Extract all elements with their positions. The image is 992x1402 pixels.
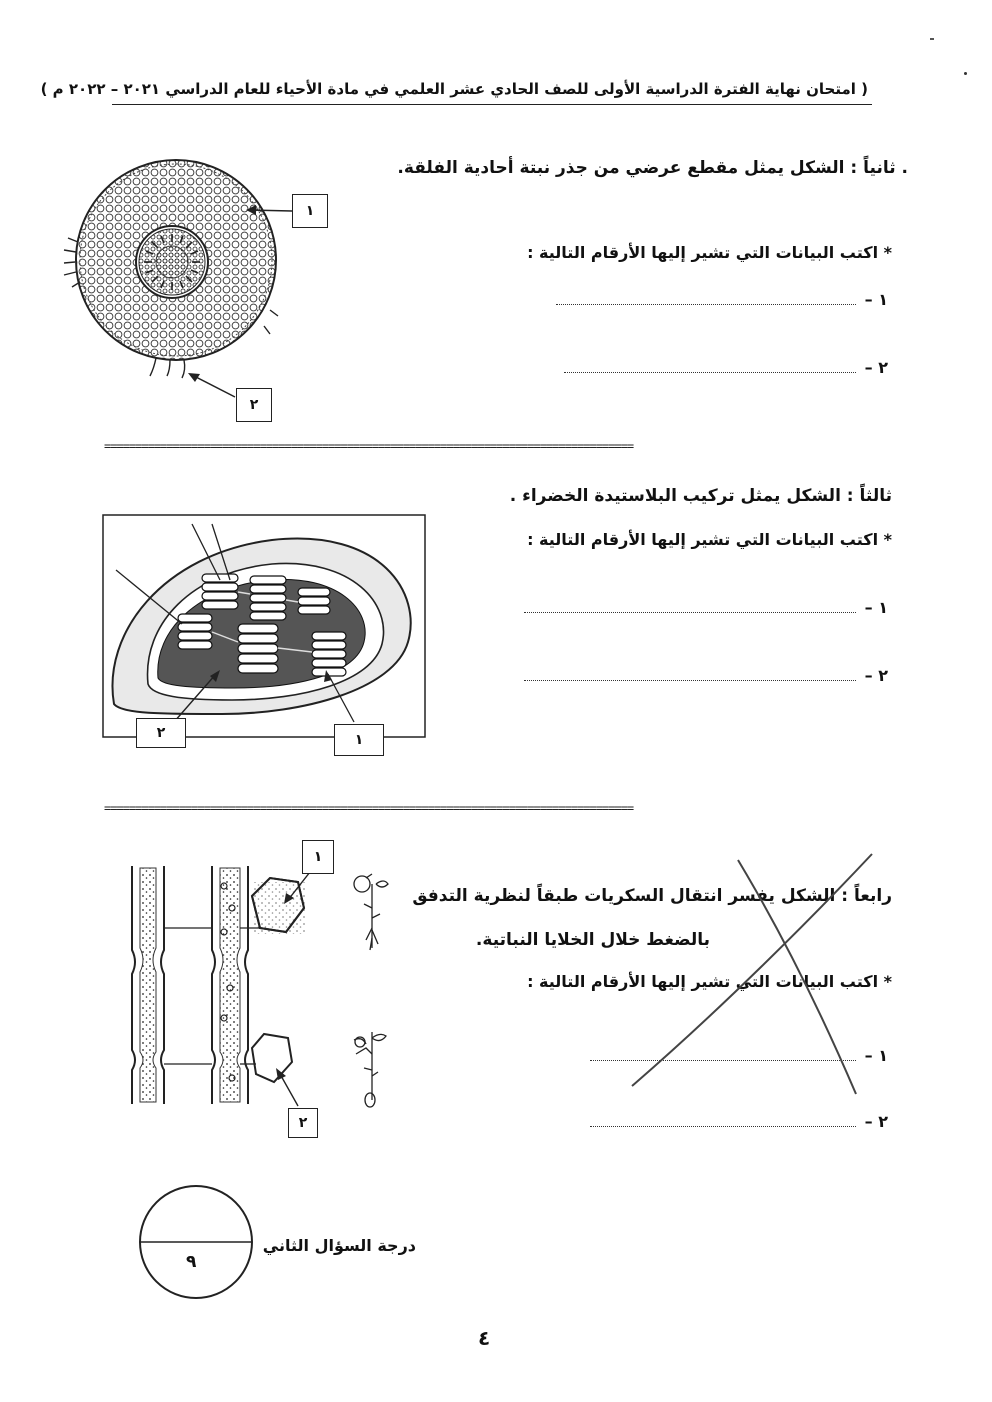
section4-figure-label-2: ٢ bbox=[288, 1108, 318, 1138]
section3-answer2-number: ٢ – bbox=[864, 666, 888, 685]
grade-value: ٩ bbox=[186, 1252, 197, 1272]
section3-figure-label-2: ٢ bbox=[136, 718, 186, 748]
section2-answer1-number: ١ – bbox=[864, 290, 888, 309]
chloroplast-figure bbox=[102, 514, 426, 738]
cross-out-mark bbox=[620, 850, 890, 1100]
grade-label: درجة السؤال الثاني bbox=[262, 1236, 416, 1255]
header-underline bbox=[112, 104, 872, 105]
section4-answer1-number: ١ – bbox=[864, 1046, 888, 1065]
section4-title-line1: رابعاً : الشكل يفسر انتقال السكريات طبقاً لنظرية التدفق bbox=[412, 886, 892, 906]
section2-figure-label-1: ١ bbox=[292, 194, 328, 228]
stray-mark bbox=[930, 38, 934, 40]
section4-figure-label-1: ١ bbox=[302, 840, 334, 874]
exam-header: ( امتحان نهاية الفترة الدراسية الأولى للصف الحادي عشر العلمي في مادة الأحياء للعام الدراسي ٢٠٢١ – ٢٠٢٢ م ) bbox=[40, 80, 868, 98]
section2-answer2-field[interactable] bbox=[564, 372, 856, 373]
section3-instruction: * اكتب البيانات التي تشير إليها الأرقام التالية : bbox=[527, 530, 892, 549]
section-separator: ===================================================================================== bbox=[104, 802, 634, 814]
page-number: ٤ bbox=[478, 1326, 491, 1350]
pressure-flow-figure bbox=[120, 838, 410, 1108]
section3-answer1-number: ١ – bbox=[864, 598, 888, 617]
section2-instruction: * اكتب البيانات التي تشير إليها الأرقام التالية : bbox=[527, 243, 892, 262]
section3-answer2-field[interactable] bbox=[524, 680, 856, 681]
section4-answer2-number: ٢ – bbox=[864, 1112, 888, 1131]
section2-answer1-field[interactable] bbox=[556, 304, 856, 305]
section3-title: ثالثاً : الشكل يمثل تركيب البلاستيدة الخضراء . bbox=[509, 486, 892, 506]
section4-answer2-field[interactable] bbox=[590, 1126, 856, 1127]
section3-answer1-field[interactable] bbox=[524, 612, 856, 613]
section4-instruction: * اكتب البيانات التي تشير إليها الأرقام التالية : bbox=[527, 972, 892, 991]
grade-circle bbox=[136, 1182, 256, 1302]
section2-answer2-number: ٢ – bbox=[864, 358, 888, 377]
section2-figure-label-2: ٢ bbox=[236, 388, 272, 422]
stray-mark bbox=[964, 72, 967, 75]
section2-title: . ثانياً : الشكل يمثل مقطع عرضي من جذر نبتة أحادية الفلقة. bbox=[397, 158, 908, 178]
section3-figure-label-1: ١ bbox=[334, 724, 384, 756]
section-separator: ===================================================================================== bbox=[104, 440, 634, 452]
section4-title-line2: بالضغط خلال الخلايا النباتية. bbox=[475, 930, 710, 950]
